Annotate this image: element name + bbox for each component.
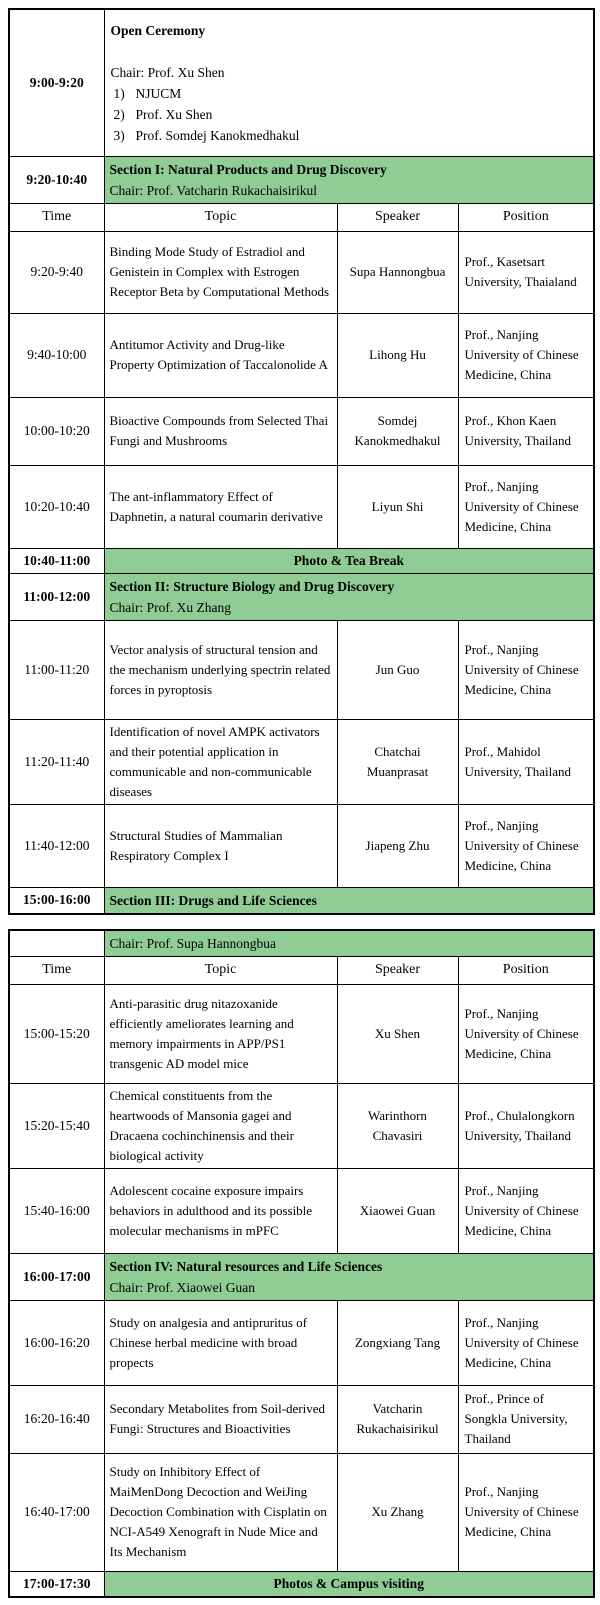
speaker-cell: Xu Zhang: [337, 1453, 458, 1571]
position-cell: Prof., Chulalongkorn University, Thailand: [458, 1083, 594, 1168]
item-number: 1): [113, 85, 125, 101]
section-2-cell: [104, 573, 594, 620]
time-cell: 9:20-9:40: [9, 231, 104, 313]
column-header-time: Time: [9, 203, 104, 231]
spacer: [111, 41, 589, 62]
position-cell: Prof., Nanjing University of Chinese Medicine, China: [458, 313, 594, 397]
column-header-topic: Topic: [104, 203, 337, 231]
position-cell: Prof., Kasetsart University, Thaialand: [458, 231, 594, 313]
section-4-cell: [104, 1253, 594, 1300]
item-label: Prof. Xu Shen: [135, 106, 213, 122]
time-cell: 10:00-10:20: [9, 397, 104, 465]
table-row: [9, 1300, 594, 1385]
speaker-cell: Warinthorn Chavasiri: [337, 1083, 458, 1168]
table-row: [9, 397, 594, 465]
table-row: [9, 984, 594, 1083]
position-cell: Prof., Nanjing University of Chinese Medicine, China: [458, 465, 594, 548]
position-cell: Prof., Nanjing University of Chinese Medicine, China: [458, 984, 594, 1083]
column-header-time: Time: [9, 956, 104, 984]
section-row: [9, 1253, 594, 1300]
time-cell: 15:00-16:00: [9, 887, 104, 914]
open-ceremony-item: [111, 83, 589, 104]
time-cell: 9:40-10:00: [9, 313, 104, 397]
time-cell: 15:20-15:40: [9, 1083, 104, 1168]
table-row: [9, 231, 594, 313]
position-cell: Prof., Prince of Songkla University, Thailand: [458, 1385, 594, 1453]
section-1-cell: [104, 156, 594, 203]
position-cell: Prof., Nanjing University of Chinese Medicine, China: [458, 1453, 594, 1571]
section-row: [9, 887, 594, 914]
open-ceremony-cell: [104, 9, 594, 156]
section-title: Section II: Structure Biology and Drug Discovery: [109, 578, 395, 594]
position-cell: Prof., Nanjing University of Chinese Medicine, China: [458, 804, 594, 887]
position-cell: Prof., Nanjing University of Chinese Medicine, China: [458, 1168, 594, 1253]
speaker-cell: Somdej Kanokmedhakul: [337, 397, 458, 465]
time-cell-empty: [9, 930, 104, 957]
topic-cell: Study on Inhibitory Effect of MaiMenDong Decoction and WeiJing Decoction Combination with Cisplatin on NCI-A549 Xenograft in Nude Mice and Its Mechanism: [104, 1453, 337, 1571]
table-row: [9, 719, 594, 804]
position-cell: Prof., Mahidol University, Thailand: [458, 719, 594, 804]
time-cell: 15:40-16:00: [9, 1168, 104, 1253]
open-ceremony-chair: Chair: Prof. Xu Shen: [110, 64, 225, 80]
speaker-cell: Xu Shen: [337, 984, 458, 1083]
time-cell: 17:00-17:30: [9, 1571, 104, 1597]
topic-cell: Structural Studies of Mammalian Respiratory Complex I: [104, 804, 337, 887]
time-cell: 16:20-16:40: [9, 1385, 104, 1453]
table-row: [9, 1168, 594, 1253]
table-row: [9, 465, 594, 548]
time-cell: 9:20-10:40: [9, 156, 104, 203]
column-header-row: [9, 203, 594, 231]
table-row: [9, 1385, 594, 1453]
speaker-cell: Zongxiang Tang: [337, 1300, 458, 1385]
time-cell: 16:00-17:00: [9, 1253, 104, 1300]
section-chair: Chair: Prof. Xiaowei Guan: [109, 1279, 255, 1295]
speaker-cell: Supa Hannongbua: [337, 231, 458, 313]
item-number: 3): [113, 127, 125, 143]
open-ceremony-item: [111, 125, 589, 146]
topic-cell: Adolescent cocaine exposure impairs behaviors in adulthood and its possible molecular mechanisms in mPFC: [104, 1168, 337, 1253]
item-label: Prof. Somdej Kanokmedhakul: [135, 127, 300, 143]
open-ceremony-item: [111, 104, 589, 125]
time-cell: 15:00-15:20: [9, 984, 104, 1083]
time-cell: 10:20-10:40: [9, 465, 104, 548]
time-cell: 11:00-11:20: [9, 620, 104, 719]
section-title: Section I: Natural Products and Drug Discovery: [109, 161, 387, 177]
time-cell: 10:40-11:00: [9, 548, 104, 573]
column-header-position: Position: [458, 956, 594, 984]
item-number: 2): [113, 106, 125, 122]
position-cell: Prof., Nanjing University of Chinese Medicine, China: [458, 1300, 594, 1385]
position-cell: Prof., Khon Kaen University, Thailand: [458, 397, 594, 465]
table-row: [9, 620, 594, 719]
speaker-cell: Chatchai Muanprasat: [337, 719, 458, 804]
topic-cell: Bioactive Compounds from Selected Thai Fungi and Mushrooms: [104, 397, 337, 465]
speaker-cell: Jiapeng Zhu: [337, 804, 458, 887]
section-chair: Chair: Prof. Xu Zhang: [109, 599, 231, 615]
topic-cell: Antitumor Activity and Drug-like Property Optimization of Taccalonolide A: [104, 313, 337, 397]
table-row: [9, 313, 594, 397]
table-row: [9, 1083, 594, 1168]
topic-cell: Secondary Metabolites from Soil-derived Fungi: Structures and Bioactivities: [104, 1385, 337, 1453]
time-cell: 16:00-16:20: [9, 1300, 104, 1385]
table-row: [9, 1453, 594, 1571]
time-cell: 9:00-9:20: [9, 9, 104, 156]
speaker-cell: Jun Guo: [337, 620, 458, 719]
chair-row: [9, 930, 594, 957]
topic-cell: Vector analysis of structural tension and the mechanism underlying spectrin related forces in pyroptosis: [104, 620, 337, 719]
topic-cell: Study on analgesia and antipruritus of Chinese herbal medicine with broad propects: [104, 1300, 337, 1385]
program-table-morning: [8, 8, 595, 915]
campus-visiting-cell: Photos & Campus visiting: [104, 1571, 594, 1597]
position-cell: Prof., Nanjing University of Chinese Medicine, China: [458, 620, 594, 719]
open-ceremony-row: [9, 9, 594, 156]
section-title: Section IV: Natural resources and Life Sciences: [109, 1258, 383, 1274]
time-cell: 11:00-12:00: [9, 573, 104, 620]
speaker-cell: Xiaowei Guan: [337, 1168, 458, 1253]
section-3-chair-cell: Chair: Prof. Supa Hannongbua: [104, 930, 594, 957]
speaker-cell: Liyun Shi: [337, 465, 458, 548]
topic-cell: Binding Mode Study of Estradiol and Genistein in Complex with Estrogen Receptor Beta by Computational Methods: [104, 231, 337, 313]
open-ceremony-title: Open Ceremony: [110, 22, 206, 38]
speaker-cell: Lihong Hu: [337, 313, 458, 397]
column-header-speaker: Speaker: [337, 956, 458, 984]
item-label: NJUCM: [135, 85, 182, 101]
time-cell: 16:40-17:00: [9, 1453, 104, 1571]
time-cell: 11:20-11:40: [9, 719, 104, 804]
time-cell: 11:40-12:00: [9, 804, 104, 887]
section-row: [9, 573, 594, 620]
column-header-row: [9, 956, 594, 984]
program-table-afternoon: [8, 929, 595, 1598]
speaker-cell: Vatcharin Rukachaisirikul: [337, 1385, 458, 1453]
section-row: [9, 156, 594, 203]
column-header-topic: Topic: [104, 956, 337, 984]
column-header-speaker: Speaker: [337, 203, 458, 231]
section-chair: Chair: Prof. Vatcharin Rukachaisirikul: [109, 182, 317, 198]
topic-cell: Chemical constituents from the heartwoods of Mansonia gagei and Dracaena cochinchinensis and their biological activity: [104, 1083, 337, 1168]
topic-cell: Identification of novel AMPK activators and their potential application in communicable and non-communicable diseases: [104, 719, 337, 804]
topic-cell: The ant-inflammatory Effect of Daphnetin, a natural coumarin derivative: [104, 465, 337, 548]
column-header-position: Position: [458, 203, 594, 231]
tea-break-cell: Photo & Tea Break: [104, 548, 594, 573]
section-3-cell: Section III: Drugs and Life Sciences: [104, 887, 594, 914]
topic-cell: Anti-parasitic drug nitazoxanide efficiently ameliorates learning and memory impairments in APP/PS1 transgenic AD model mice: [104, 984, 337, 1083]
break-row: [9, 548, 594, 573]
table-row: [9, 804, 594, 887]
